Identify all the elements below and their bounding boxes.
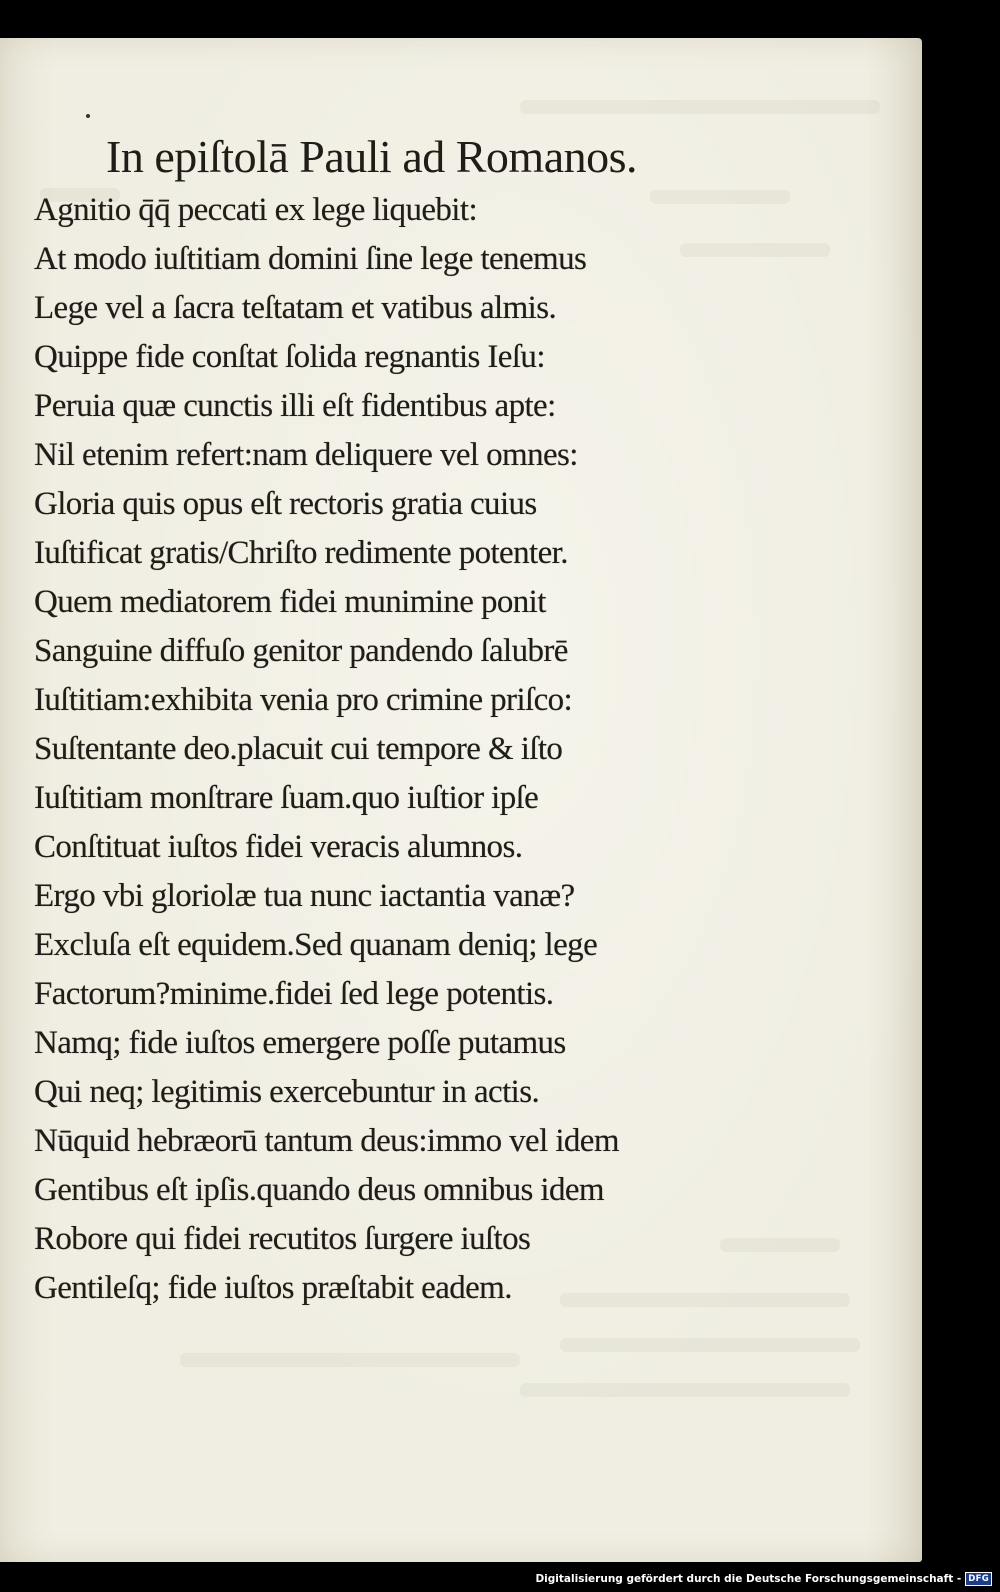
- verse-line: Lege vel a ſacra teſtatam et vatibus almis.: [34, 290, 557, 326]
- verse-line: Peruia quæ cunctis illi eſt fidentibus apte:: [34, 388, 556, 424]
- verse-line: At modo iuſtitiam domini ſine lege tenemus: [34, 241, 587, 277]
- digitization-credit: [535, 1569, 992, 1589]
- poem-text-block: [34, 128, 834, 1313]
- verse-line: Quippe fide conſtat ſolida regnantis Ieſu:: [34, 339, 545, 375]
- verse-line: Iuſtitiam monſtrare ſuam.quo iuſtior ipſe: [34, 780, 539, 816]
- dfg-logo-icon: DFG: [965, 1572, 992, 1586]
- verse-line: Robore qui fidei recutitos ſurgere iuſtos: [34, 1221, 531, 1257]
- verse-line: Suſtentante deo.placuit cui tempore & iſto: [34, 731, 563, 767]
- ink-speck: [86, 114, 90, 118]
- verse-line: Iuſtificat gratis/Chriſto redimente potenter.: [34, 535, 568, 571]
- verse-line: Excluſa eſt equidem.Sed quanam deniq; lege: [34, 927, 598, 963]
- verse-line: Iuſtitiam:exhibita venia pro crimine priſco:: [34, 682, 573, 718]
- verse-line: Gloria quis opus eſt rectoris gratia cuius: [34, 486, 537, 522]
- verse-line: Ergo vbi gloriolæ tua nunc iactantia vanæ?: [34, 878, 575, 914]
- verse-line: Sanguine diffuſo genitor pandendo ſalubrē: [34, 633, 568, 669]
- verse-line: Conſtituat iuſtos fidei veracis alumnos.: [34, 829, 523, 865]
- page-title: In epiſtolā Pauli ad Romanos.: [106, 131, 638, 182]
- book-page: [0, 38, 922, 1562]
- verse-line: Gentileſq; fide iuſtos præſtabit eadem.: [34, 1270, 512, 1306]
- verse-line: Quem mediatorem fidei munimine ponit: [34, 584, 546, 620]
- verse-line: Agnitio q̄q̄ peccati ex lege liquebit:: [34, 192, 478, 228]
- verse-line: Nūquid hebræorū tantum deus:immo vel idem: [34, 1123, 619, 1159]
- verse-line: Namq; fide iuſtos emergere poſſe putamus: [34, 1025, 566, 1061]
- verse-list: [34, 186, 834, 1313]
- verse-line: Qui neq; legitimis exercebuntur in actis.: [34, 1074, 540, 1110]
- verse-line: Gentibus eſt ipſis.quando deus omnibus idem: [34, 1172, 604, 1208]
- verse-line: Nil etenim refert:nam deliquere vel omnes:: [34, 437, 578, 473]
- verse-line: Factorum?minime.fidei ſed lege potentis.: [34, 976, 554, 1012]
- credit-text: Digitalisierung gefördert durch die Deutsche Forschungsgemeinschaft -: [535, 1573, 962, 1585]
